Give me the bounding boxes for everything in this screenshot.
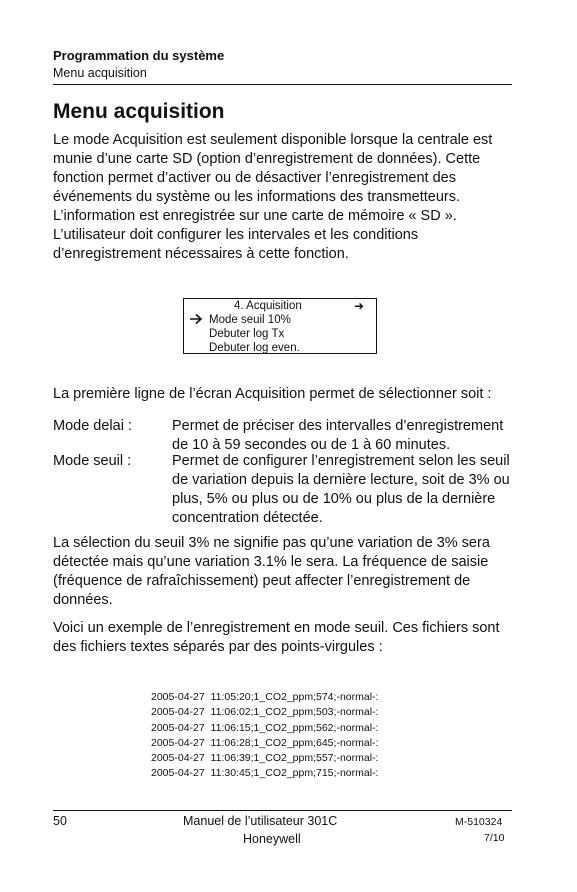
log-line: 2005-04-27 11:06:28;1_CO2_ppm;645;-normal-: — [151, 736, 379, 749]
subsection-header: Menu acquisition — [53, 66, 147, 80]
first-line-text: La première ligne de l’écran Acquisition permet de sélectionner soit : — [53, 386, 492, 402]
log-line: 2005-04-27 11:05:20;1_CO2_ppm;574;-normal-: — [151, 691, 379, 703]
screen-title: 4. Acquisition — [234, 300, 302, 312]
manual-title: Manuel de l’utilisateur 301C — [183, 814, 338, 828]
lcd-screen-illustration — [183, 298, 377, 354]
brand-name: Honeywell — [243, 832, 301, 846]
screen-item-log-tx: Debuter log Tx — [209, 328, 285, 340]
intro-line: fonction permet d’activer ou de désactiver l’enregistrement des — [53, 170, 456, 186]
revision-date: 7/10 — [484, 832, 505, 844]
page-title: Menu acquisition — [53, 100, 225, 123]
log-line: 2005-04-27 11:06:02;1_CO2_ppm;503;-normal-: — [151, 706, 379, 719]
definition-line: concentration détectée. — [172, 510, 323, 526]
threshold-paragraph — [53, 534, 523, 610]
log-line: 2005-04-27 11:06:15;1_CO2_ppm;562;-normal-: — [151, 721, 379, 734]
footer-divider — [53, 810, 512, 811]
definition-line: plus, 5% ou plus ou de 10% ou plus de la dernière — [172, 491, 496, 507]
intro-line: L’utilisateur doit configurer les intervales et les conditions — [53, 227, 419, 243]
threshold-line: détectée mais qu’une variation 3.1% le sera. La fréquence de saisie — [53, 554, 489, 570]
page-number: 50 — [53, 814, 67, 828]
first-line-paragraph — [53, 385, 523, 404]
threshold-line: données. — [53, 592, 113, 608]
example-line: Voici un exemple de l’enregistrement en mode seuil. Ces fichiers sont — [53, 620, 500, 636]
log-line: 2005-04-27 11:30:45;1_CO2_ppm;715;-normal-: — [151, 767, 379, 780]
section-header: Programmation du système — [53, 48, 225, 63]
intro-line: L’information est enregistrée sur une carte de mémoire « SD ». — [53, 208, 457, 224]
selection-arrow-shape — [189, 313, 203, 325]
intro-line: événements du système ou les informations des transmetteurs. — [53, 189, 460, 205]
definition-line: de variation depuis la dernière lecture, soit de 3% ou — [172, 472, 510, 488]
definition-line: Permet de configurer l’enregistrement selon les seuil — [172, 453, 510, 469]
definition-line: de 10 à 59 secondes ou de 1 à 60 minutes. — [172, 437, 451, 453]
header-divider — [53, 84, 512, 85]
definition-body-mode-seuil — [172, 452, 522, 528]
definition-line: Permet de préciser des intervalles d’enregistrement — [172, 418, 504, 434]
screen-item-log-even: Debuter log even. — [209, 342, 300, 354]
definition-body-mode-delai — [172, 417, 522, 455]
intro-line: Le mode Acquisition est seulement disponible lorsque la centrale est — [53, 132, 493, 148]
intro-line: munie d’une carte SD (option d’enregistrement de données). Cette — [53, 151, 481, 167]
intro-paragraph — [53, 131, 523, 264]
log-line: 2005-04-27 11:06:39;1_CO2_ppm;557;-normal-: — [151, 752, 379, 765]
definition-term-mode-seuil: Mode seuil : — [53, 453, 132, 469]
definition-term-mode-delai: Mode delai : — [53, 418, 132, 434]
intro-line: d’enregistrement nécessaires à cette fonction. — [53, 246, 349, 262]
log-sample — [151, 690, 378, 782]
threshold-line: (fréquence de rafraîchissement) peut affecter l’enregistrement de — [53, 573, 471, 589]
document-id: M-510324 — [455, 816, 503, 828]
threshold-line: La sélection du seuil 3% ne signifie pas qu’une variation de 3% sera — [53, 535, 490, 551]
right-arrow-icon: ➜ — [354, 299, 365, 313]
screen-item-mode-seuil: Mode seuil 10% — [209, 314, 291, 326]
example-paragraph — [53, 619, 523, 657]
example-line: des fichiers textes séparés par des points-virgules : — [53, 639, 383, 655]
selection-arrow-icon — [189, 313, 203, 329]
